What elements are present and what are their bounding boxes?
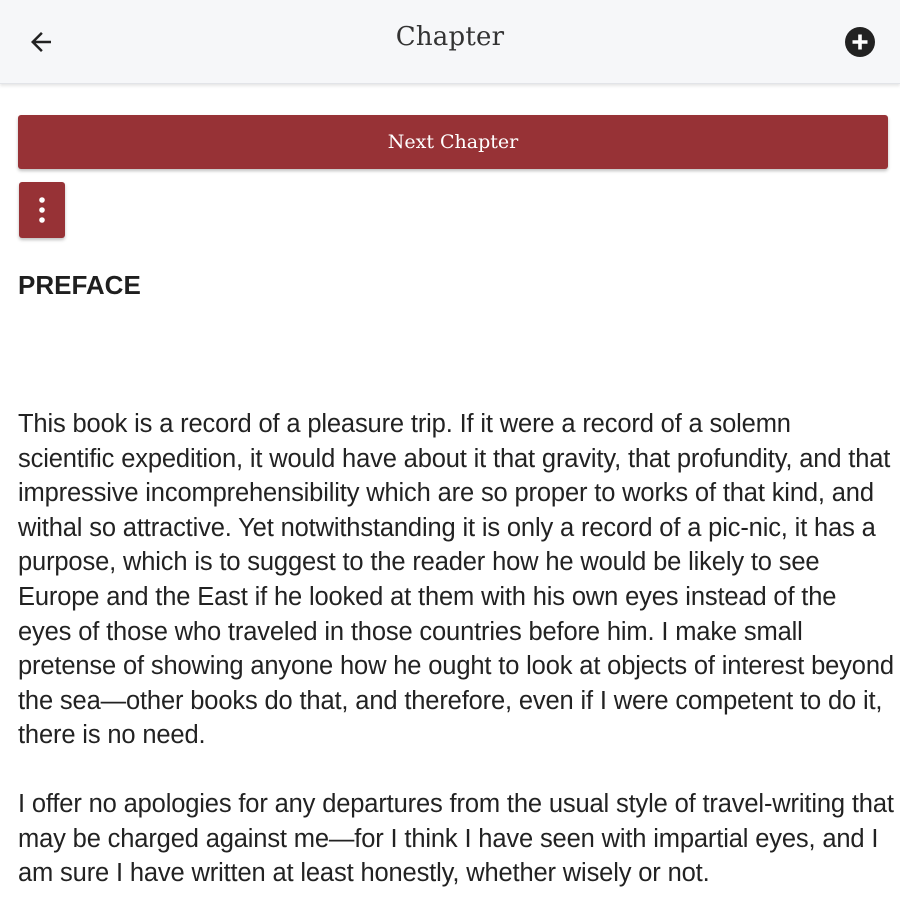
add-button[interactable]	[840, 22, 880, 62]
page-title: Chapter	[395, 22, 505, 52]
next-chapter-button[interactable]: Next Chapter	[18, 115, 888, 169]
chapter-heading: PREFACE	[18, 270, 141, 300]
chapter-body	[18, 407, 894, 900]
chapter-paragraph: I offer no apologies for any departures from the usual style of travel-writing that may be charged against me—for I think I have seen with impartial eyes, and I am sure I have written at least honestly, whether wisely or not.	[18, 789, 894, 888]
app-bar	[0, 0, 900, 84]
more-vertical-icon	[37, 196, 47, 224]
plus-circle-icon	[842, 24, 878, 60]
chapter-paragraph: This book is a record of a pleasure trip. If it were a record of a solemn scientific expedition, it would have about it that gravity, that profundity, and that impressive incomprehensibility which are so proper to works of that kind, and withal so attractive. Yet notwithstanding it is only a record of a pic-nic, it has a purpose, which is to suggest to the reader how he would be likely to see Europe and the East if he looked at them with his own eyes instead of the eyes of those who traveled in those countries before him. I make small pretense of showing anyone how he ought to look at objects of interest beyond the sea—other books do that, and therefore, even if I were competent to do it, there is no need.	[18, 410, 894, 750]
chapter-menu-button[interactable]	[19, 182, 65, 238]
